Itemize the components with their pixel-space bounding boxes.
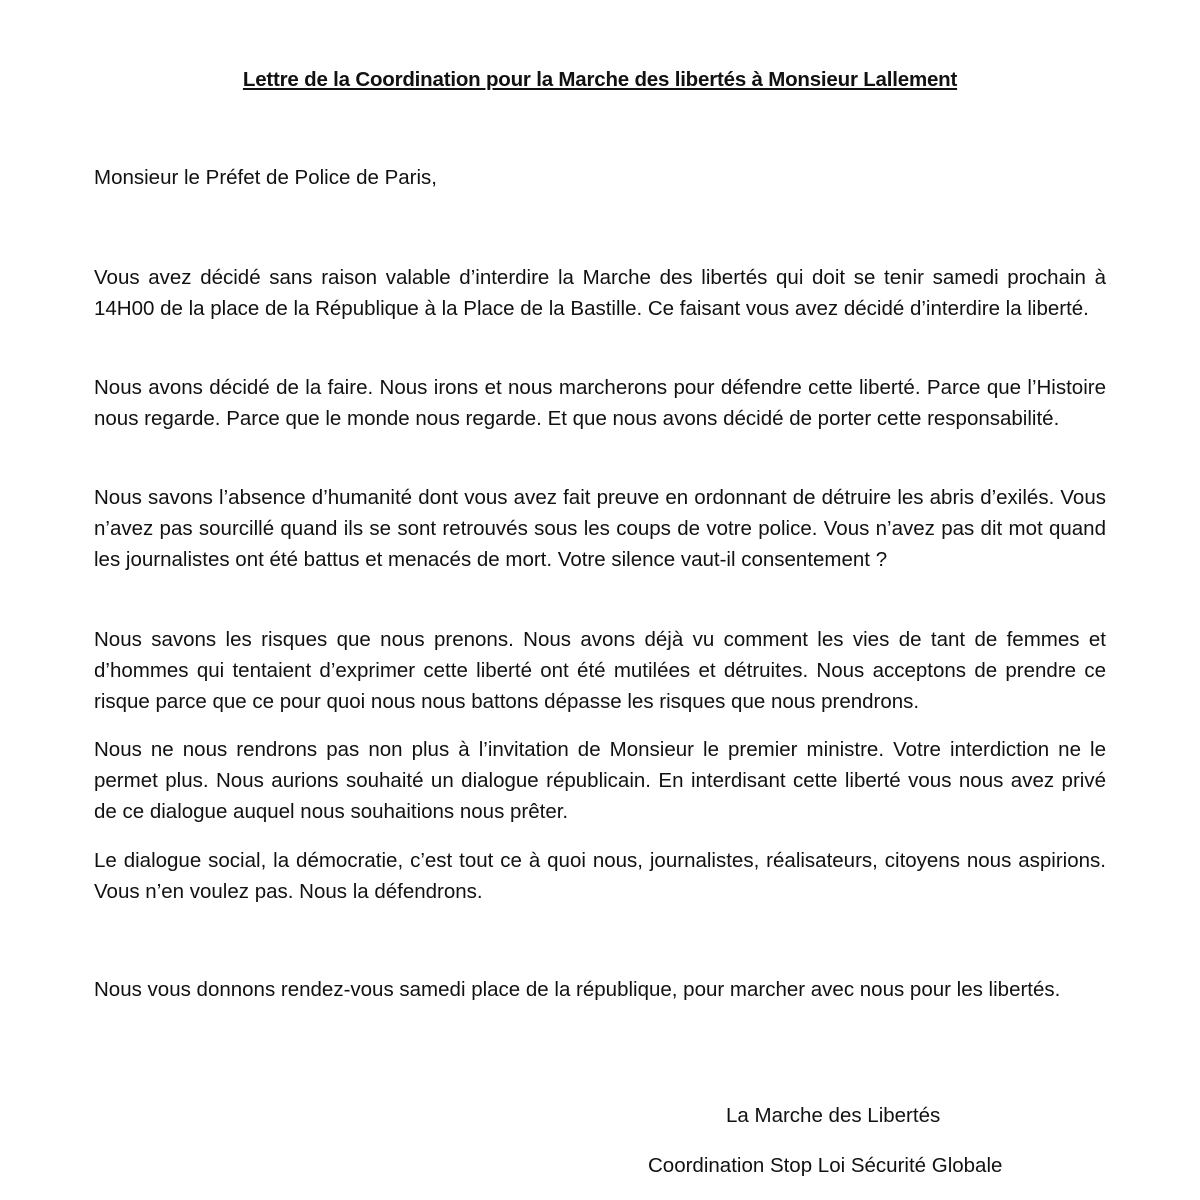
salutation: Monsieur le Préfet de Police de Paris, [94, 166, 437, 189]
paragraph-3: Nous savons l’absence d’humanité dont vous avez fait preuve en ordonnant de détruire les abris d’exilés. Vous n’avez pas sourcillé quand ils se sont retrouvés sous les coups de votre police. Vous n’avez pas dit mot quand les journalistes ont été battus et menacés de mort. Votre silence vaut-il consentement ? [94, 486, 1106, 571]
letter-title: Lettre de la Coordination pour la Marche des libertés à Monsieur Lallement [242, 68, 958, 91]
paragraph-2: Nous avons décidé de la faire. Nous irons et nous marcherons pour défendre cette liberté. Parce que l’Histoire nous regarde. Parce que le monde nous regarde. Et que nous avons décidé de porter cette responsabilité. [94, 376, 1106, 430]
paragraph-5: Nous ne nous rendrons pas non plus à l’invitation de Monsieur le premier ministre. Votre interdiction ne le permet plus. Nous aurions souhaité un dialogue républicain. En interdisant cette liberté vous nous avez privé de ce dialogue auquel nous souhaitions nous prêter. [94, 738, 1106, 823]
signature-line-1: La Marche des Libertés [726, 1104, 941, 1127]
paragraph-4: Nous savons les risques que nous prenons. Nous avons déjà vu comment les vies de tant de femmes et d’hommes qui tentaient d’exprimer cette liberté ont été mutilées et détruites. Nous acceptons de prendre ce risque parce que ce pour quoi nous nous battons dépasse les risques que nous prendrons. [94, 628, 1106, 713]
paragraph-7: Nous vous donnons rendez-vous samedi place de la république, pour marcher avec nous pour les libertés. [94, 978, 1061, 1001]
paragraph-1: Vous avez décidé sans raison valable d’interdire la Marche des libertés qui doit se tenir samedi prochain à 14H00 de la place de la République à la Place de la Bastille. Ce faisant vous avez décidé d’interdire la liberté. [94, 266, 1106, 320]
paragraph-6: Le dialogue social, la démocratie, c’est tout ce à quoi nous, journalistes, réalisateurs, citoyens nous aspirions. Vous n’en voulez pas. Nous la défendrons. [94, 849, 1106, 903]
signature-line-2: Coordination Stop Loi Sécurité Globale [648, 1154, 1003, 1177]
